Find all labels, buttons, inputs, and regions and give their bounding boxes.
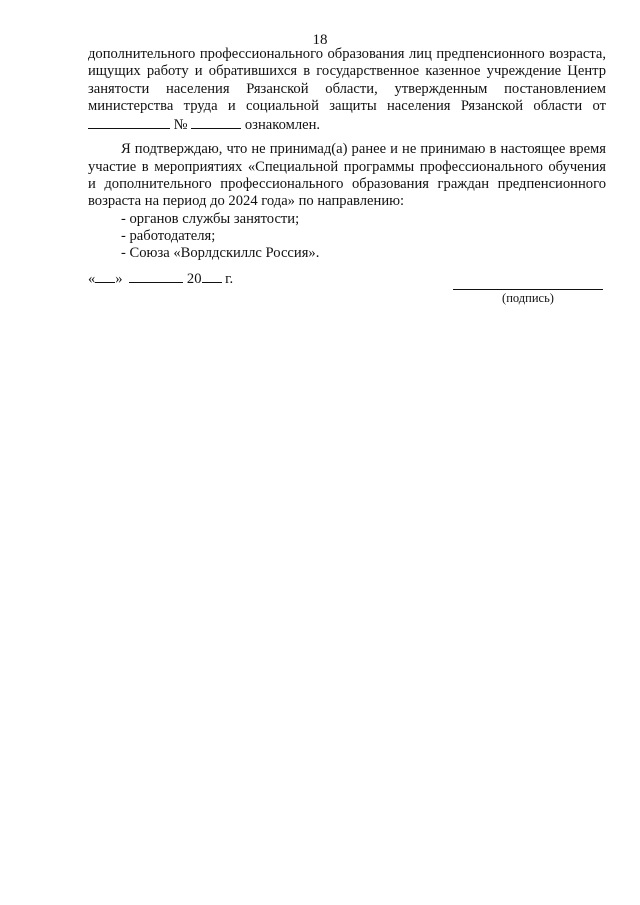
document-body xyxy=(88,46,606,263)
paragraph-consent-continuation xyxy=(88,46,606,134)
list-item: - органов службы занятости; xyxy=(121,210,300,227)
direction-list xyxy=(88,211,606,263)
paragraph-confirmation: Я подтверждаю, что не принимад(а) ранее и не принимаю в настоящее время участие в мероприятиях «Специальной программы профессионального обучения и дополнительного профессионального образования граждан предпенсионного возраста на период до 2024 года» по направлению: xyxy=(88,141,606,210)
page-number: 18 xyxy=(312,32,328,48)
list-item: - работодателя; xyxy=(121,227,216,244)
list-item: - Союза «Ворлдскиллс Россия». xyxy=(121,245,320,262)
day-blank xyxy=(95,269,115,283)
paragraph1-text-a: дополнительного профессионального образования лиц предпенсионного возраста, ищущих работу и обратившихся в государственное казенное учреждение Центр занятости населения Рязанской области, утвержденным постановлением министерства труда и социальной защиты населения Рязанской области от xyxy=(88,46,606,114)
paragraph1-text-b: ознакомлен. xyxy=(241,117,321,134)
year-suffix: г. xyxy=(225,271,234,287)
month-blank xyxy=(129,269,183,283)
number-sign: № xyxy=(170,117,192,134)
signature-caption: (подпись) xyxy=(502,291,554,305)
number-blank xyxy=(191,115,241,129)
year-prefix: 20 xyxy=(186,271,202,287)
year-blank xyxy=(202,269,222,283)
date-line xyxy=(88,269,233,288)
date-open-quote: « xyxy=(88,271,96,287)
date-close-quote: » xyxy=(115,271,123,287)
date-blank xyxy=(88,115,170,129)
signature-line xyxy=(453,289,603,290)
